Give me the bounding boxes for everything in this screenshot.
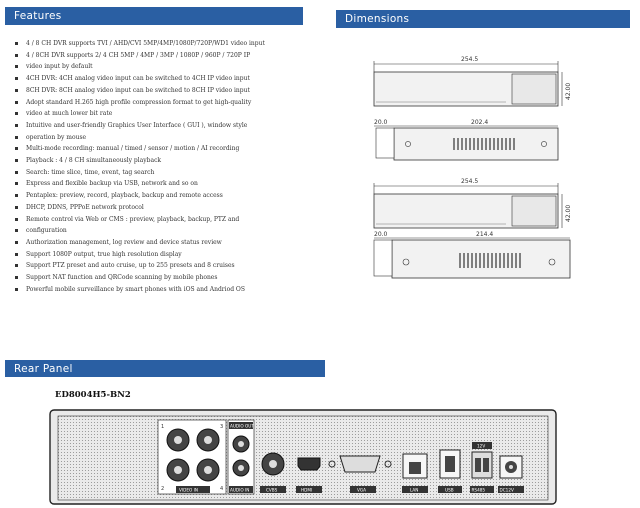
channel-number-1: 1 (161, 424, 165, 430)
features-header (5, 7, 303, 25)
dimensions-header (336, 10, 630, 28)
channel-number-2: 2 (161, 486, 165, 492)
audio-out-label: AUDIO OUT (230, 423, 254, 429)
feature-item: Adopt standard H.265 high profile compression format to get high-quality (14, 97, 314, 109)
feature-item: Express and flexible backup via USB, network and so on (14, 178, 314, 190)
usb-label: USB (445, 487, 454, 493)
audio-block (228, 420, 254, 494)
dimensions-drawings (336, 40, 636, 290)
feature-item: 8CH DVR: 8CH analog video input can be switched to 8CH IP video input (14, 85, 314, 97)
rear-panel-title: Rear Panel (14, 362, 73, 375)
front-view-drawing-1 (374, 56, 572, 106)
cvbs-label: CVBS (266, 487, 278, 493)
feature-item: video input by default (14, 61, 314, 73)
feature-item: Playback : 4 / 8 CH simultaneously playback (14, 155, 314, 167)
voltage-label: 12V (477, 443, 486, 449)
feature-item: Intuitive and user-friendly Graphics User Interface ( GUI ), window style (14, 120, 314, 132)
rear-panel-drawing (48, 406, 558, 506)
dc12v-label: DC12V (499, 487, 514, 493)
feature-item: Remote control via Web or CMS : preview, playback, backup, PTZ and (14, 214, 314, 226)
rear-panel-header (5, 360, 325, 377)
feature-item: 4 / 8 CH DVR supports TVI / AHD/CVI 5MP/4MP/1080P/720P/WD1 video input (14, 38, 314, 50)
feature-item: Search: time slice, time, event, tag search (14, 167, 314, 179)
side-view-drawing-2 (374, 119, 558, 160)
vga-label: VGA (357, 487, 366, 493)
dim-width-3: 254.5 (461, 178, 479, 185)
rs485-label: RS485 (471, 487, 486, 493)
features-list (14, 38, 314, 295)
dimensions-title: Dimensions (345, 13, 410, 25)
model-name: ED8004H5-BN2 (55, 390, 131, 400)
feature-item: DHCP, DDNS, PPPoE network protocol (14, 202, 314, 214)
features-title: Features (14, 10, 62, 22)
feature-item: Authorization management, log review and device status review (14, 237, 314, 249)
dc12v-port (498, 456, 524, 493)
video-in-label: VIDEO IN (179, 487, 198, 493)
channel-number-3: 3 (220, 424, 224, 430)
dim-width-2: 202.4 (471, 119, 489, 126)
feature-item: video at much lower bit rate (14, 108, 314, 120)
feature-item: 4 / 8CH DVR supports 2/ 4 CH 5MP / 4MP / 3MP / 1080P / 960P / 720P IP (14, 50, 314, 62)
side-view-drawing-4 (374, 231, 570, 278)
lan-label: LAN (410, 487, 419, 493)
feature-item: Multi-mode recording: manual / timed / sensor / motion / AI recording (14, 143, 314, 155)
feature-item: Support NAT function and QRCode scanning by mobile phones (14, 272, 314, 284)
dim-offset-4: 20.0 (374, 231, 388, 238)
feature-item: Powerful mobile surveillance by smart phones with iOS and Andriod OS (14, 284, 314, 296)
feature-item: Support 1080P output, true high resolution display (14, 249, 314, 261)
hdmi-label: HDMI (301, 487, 313, 493)
lan-port (402, 454, 428, 493)
usb-port (438, 450, 462, 493)
channel-number-4: 4 (220, 486, 224, 492)
audio-in-label: AUDIO IN (230, 487, 250, 493)
dim-width-1: 254.5 (461, 56, 479, 63)
feature-item: Support PTZ preset and auto cruise, up to 255 presets and 8 cruises (14, 260, 314, 272)
feature-item: operation by mouse (14, 132, 314, 144)
feature-item: configuration (14, 225, 314, 237)
feature-item: Pentaplex: preview, record, playback, backup and remote access (14, 190, 314, 202)
dim-height-3: 42.00 (565, 204, 572, 222)
dim-height-1: 42.00 (565, 82, 572, 100)
front-view-drawing-3 (374, 178, 572, 228)
dim-offset-2: 20.0 (374, 119, 388, 126)
dim-width-4: 214.4 (476, 231, 494, 238)
video-in-block (158, 420, 226, 494)
feature-item: 4CH DVR: 4CH analog video input can be switched to 4CH IP video input (14, 73, 314, 85)
